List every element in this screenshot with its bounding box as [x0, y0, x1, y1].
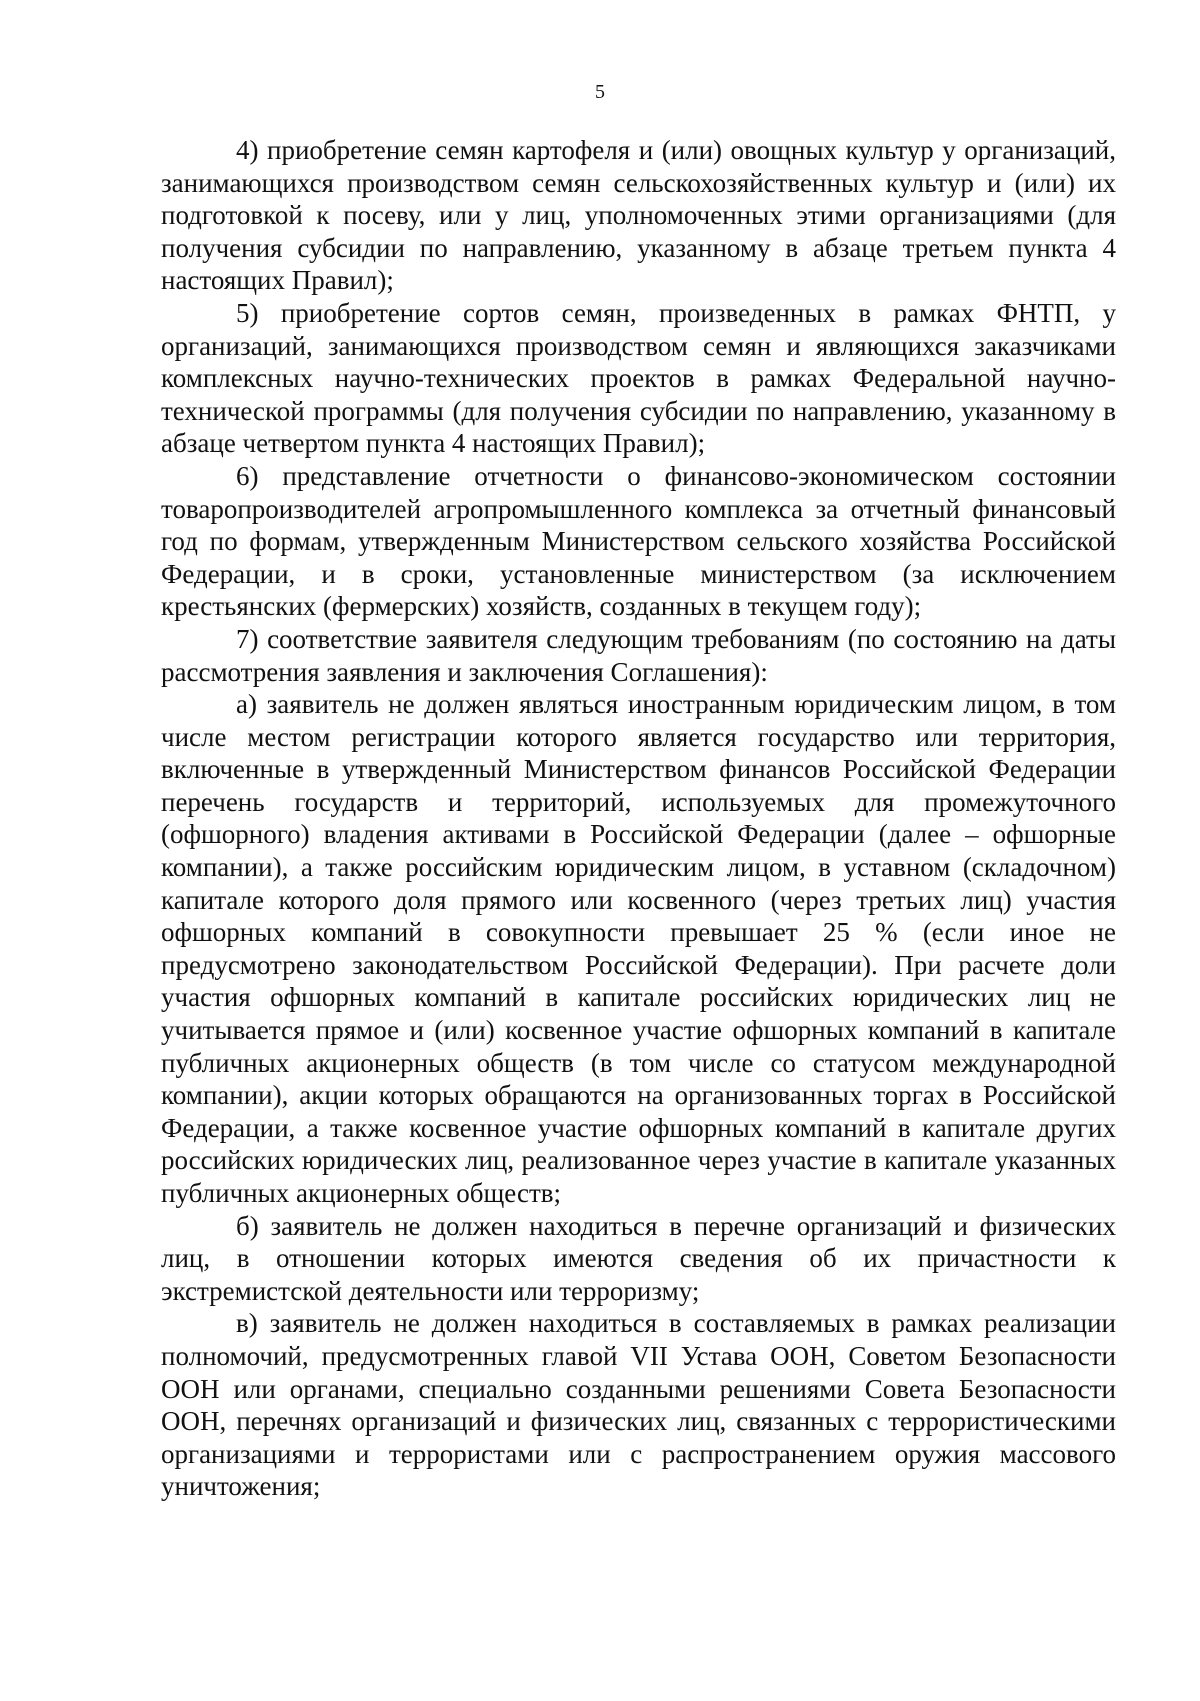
paragraph-item-6: 6) представление отчетности о финансово-экономическом состоянии товаропроизводителей агропромышленного комплекса за отчетный финансовый год по формам, утвержденным Министерством сельского хозяйства Российской Федерации, и в сроки, установленные министерством (за исключением крестьянских (фермерских) хозяйств, созданных в текущем году); — [161, 460, 1116, 622]
paragraph-subitem-a: а) заявитель не должен являться иностранным юридическим лицом, в том числе местом регистрации которого является государство или территория, включенные в утвержденный Министерством финансов Российской Федерации перечень государств и территорий, используемых для промежуточного (офшорного) владения активами в Российской Федерации (далее – офшорные компании), а также российским юридическим лицом, в уставном (складочном) капитале которого доля прямого или косвенного (через третьих лиц) участия офшорных компаний в совокупности превышает 25 % (если иное не предусмотрено законодательством Российской Федерации). При расчете доли участия офшорных компаний в капитале российских юридических лиц не учитывается прямое и (или) косвенное участие офшорных компаний в капитале публичных акционерных обществ (в том числе со статусом международной компании), акции которых обращаются на организованных торгах в Российской Федерации, а также косвенное участие офшорных компаний в капитале других российских юридических лиц, реализованное через участие в капитале указанных публичных акционерных обществ; — [161, 689, 1116, 1208]
paragraph-subitem-b: б) заявитель не должен находиться в перечне организаций и физических лиц, в отношении которых имеются сведения об их причастности к экстремистской деятельности или терроризму; — [161, 1210, 1116, 1306]
document-body — [161, 134, 1116, 1503]
paragraph-item-5: 5) приобретение сортов семян, произведенных в рамках ФНТП, у организаций, занимающихся производством семян и являющихся заказчиками комплексных научно-технических проектов в рамках Федеральной научно-технической программы (для получения субсидии по направлению, указанному в абзаце четвертом пункта 4 настоящих Правил); — [161, 297, 1116, 459]
paragraph-item-4: 4) приобретение семян картофеля и (или) овощных культур у организаций, занимающихся производством семян сельскохозяйственных культур и (или) их подготовкой к посеву, или у лиц, уполномоченных этими организациями (для получения субсидии по направлению, указанному в абзаце третьем пункта 4 настоящих Правил); — [161, 135, 1116, 296]
page-number: 5 — [595, 81, 605, 103]
paragraph-subitem-v: в) заявитель не должен находиться в составляемых в рамках реализации полномочий, предусмотренных главой VII Устава ООН, Советом Безопасности ООН или органами, специально созданными решениями Совета Безопасности ООН, перечнях организаций и физических лиц, связанных с террористическими организациями и террористами или с распространением оружия массового уничтожения; — [161, 1308, 1116, 1502]
paragraph-item-7: 7) соответствие заявителя следующим требованиям (по состоянию на даты рассмотрения заявления и заключения Соглашения): — [161, 623, 1116, 687]
